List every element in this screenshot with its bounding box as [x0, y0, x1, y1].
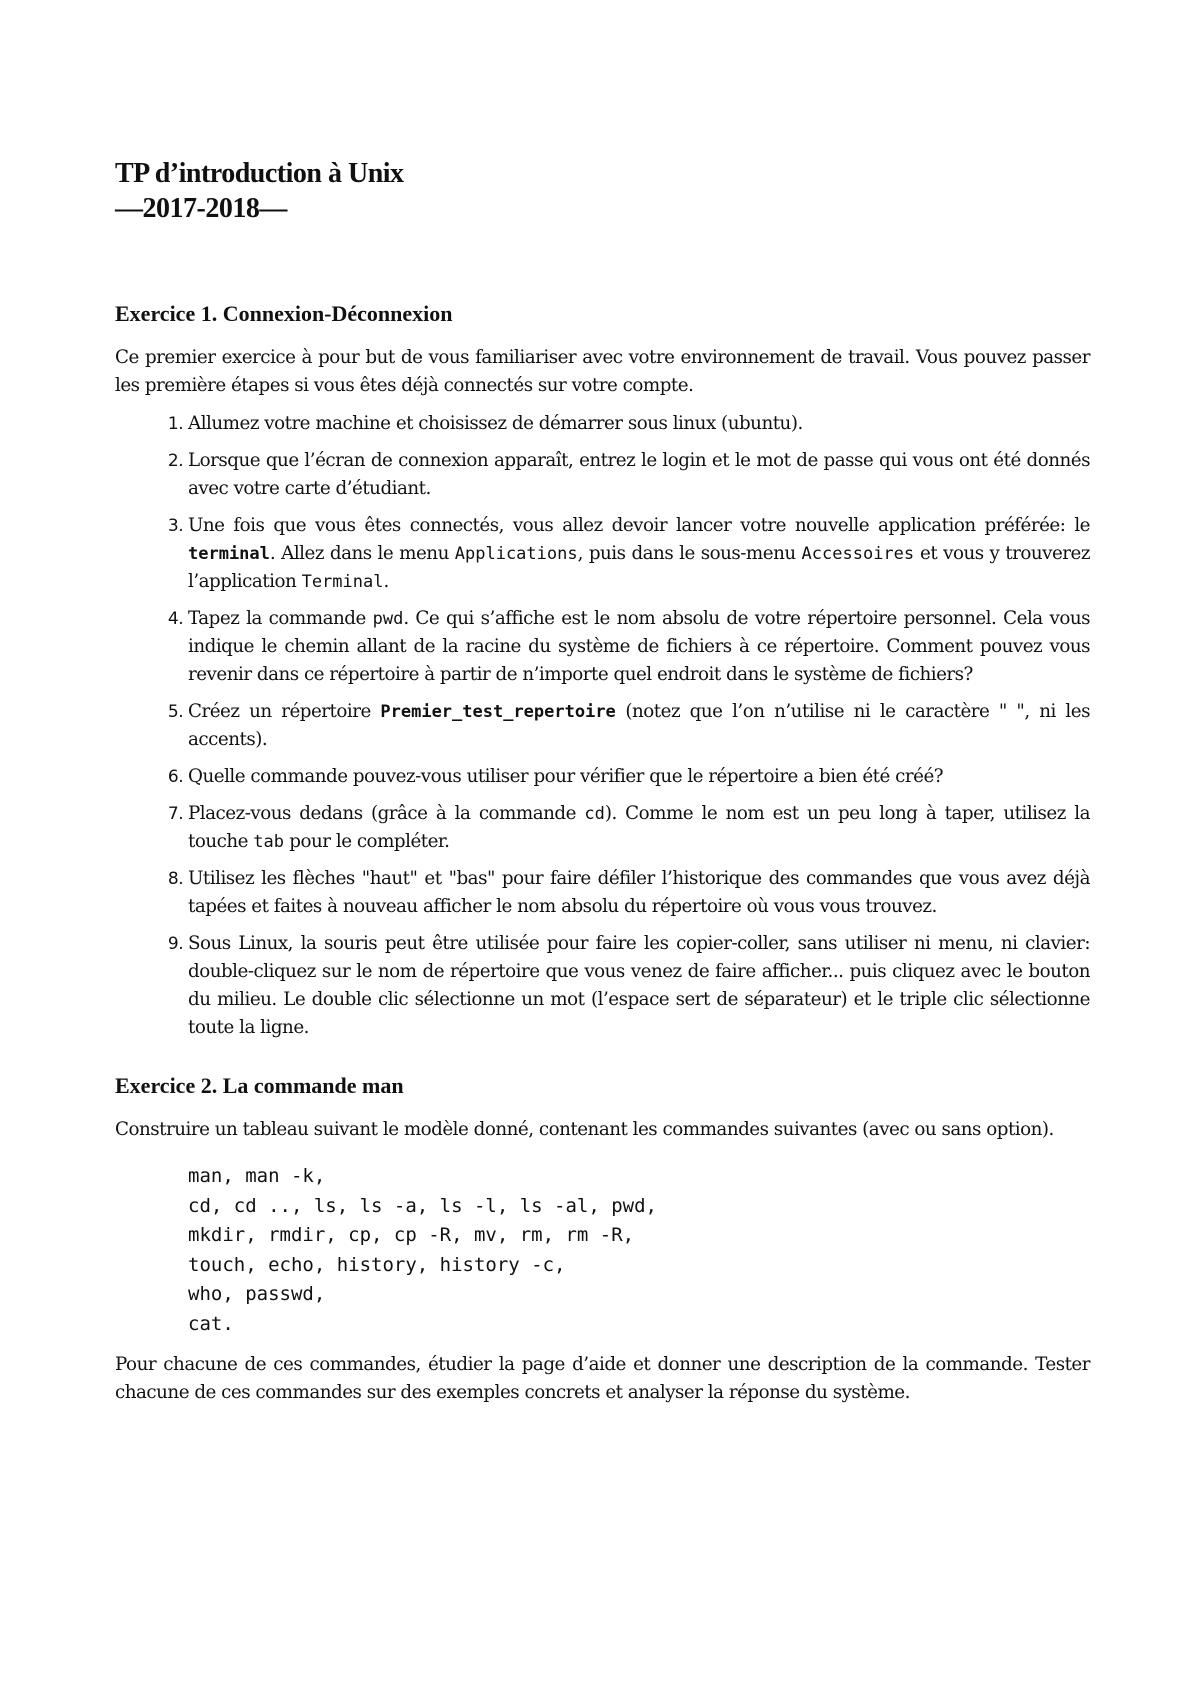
command-line: man, man -k,	[188, 1165, 326, 1187]
command-line: cat.	[188, 1312, 234, 1335]
step-7-text-1: Placez-vous dedans (grâce à la commande	[188, 803, 585, 824]
step-3-text-2: . Allez dans le menu	[269, 543, 455, 564]
step-4-code-pwd: pwd	[372, 609, 404, 629]
exercise-2-outro: Pour chacune de ces commandes, étudier la page d’aide et donner une description de la commande. Tester chacune de ces commandes sur des exemples concrets et analyser la réponse du système.	[115, 1354, 1090, 1403]
document-subtitle: —2017-2018—	[115, 193, 287, 224]
exercise-1-heading: Exercice 1. Connexion-Déconnexion	[115, 301, 453, 326]
command-line: touch, echo, history, history -c,	[188, 1253, 566, 1276]
command-line: cd, cd .., ls, ls -a, ls -l, ls -al, pwd,	[188, 1194, 657, 1217]
exercise-2-heading: Exercice 2. La commande man	[115, 1073, 404, 1098]
step-9: 9. Sous Linux, la souris peut être utilisée pour faire les copier-coller, sans utiliser ni menu, ni clavier: double-cliquez sur le nom de répertoire que vous venez de faire afficher... puis cliquez avec le bouton du milieu. Le double clic sélectionne un mot (l’espace sert de séparateur) et le triple clic sélectionne toute la ligne.	[188, 930, 1090, 1042]
step-7-code-tab: tab	[253, 832, 284, 852]
step-3	[188, 512, 1090, 596]
step-3-code-accessoires: Accessoires	[801, 544, 915, 564]
step-6: 6. Quelle commande pouvez-vous utiliser pour vérifier que le répertoire a bien été créé?	[188, 763, 1090, 791]
step-5-text-2: (notez que l’on n’utilise ni le caractère " ", ni les accents).	[188, 701, 1090, 750]
step-7	[188, 800, 1090, 856]
step-5-code-dirname: Premier_test_repertoire	[380, 702, 616, 722]
exercise-1-steps	[115, 410, 1090, 1042]
title-block	[115, 0, 1090, 226]
exercise-2-section	[115, 1072, 1090, 1407]
command-line: mkdir, rmdir, cp, cp -R, mv, rm, rm -R,	[188, 1224, 635, 1246]
step-3-bold-terminal: terminal	[188, 544, 270, 564]
step-4-text-1: Tapez la commande	[188, 608, 373, 629]
step-7-code-cd: cd	[584, 804, 605, 824]
step-4-text-2: . Ce qui s’affiche est le nom absolu de votre répertoire personnel. Cela vous indique le chemin allant de la racine du système de fichiers à ce répertoire. Comment pouvez vous revenir dans ce répertoire à partir de n’importe quel endroit dans le système de fichiers?	[188, 608, 1090, 685]
exercise-2-intro: Construire un tableau suivant le modèle donné, contenant les commandes suivantes (avec ou sans option).	[115, 1119, 1054, 1140]
step-5	[188, 698, 1090, 754]
command-list	[188, 1162, 1090, 1339]
step-7-text-3: pour le compléter.	[284, 831, 450, 852]
step-3-code-terminal: Terminal	[301, 572, 384, 592]
step-3-text-5: .	[383, 571, 389, 592]
step-4	[188, 605, 1090, 689]
document-title: TP d’introduction à Unix	[115, 158, 404, 189]
step-2: 2. Lorsque que l’écran de connexion apparaît, entrez le login et le mot de passe qui vous ont été donnés avec votre carte d’étudiant.	[188, 447, 1090, 503]
step-3-text-4: et vous y trouverez l’application	[188, 543, 1090, 592]
step-3-code-applications: Applications	[454, 544, 578, 564]
exercise-1-intro: Ce premier exercice à pour but de vous familiariser avec votre environnement de travail. Vous pouvez passer les première étapes si vous êtes déjà connectés sur votre compte.	[115, 347, 1090, 396]
command-line: who, passwd,	[188, 1283, 326, 1305]
step-7-text-2: ). Comme le nom est un peu long à taper, utilisez la touche	[188, 803, 1090, 852]
step-3-text-1: Une fois que vous êtes connectés, vous allez devoir lancer votre nouvelle application préférée: le	[188, 515, 1090, 536]
exercise-1-section	[115, 300, 1090, 1042]
step-3-text-3: , puis dans le sous-menu	[577, 543, 802, 564]
step-8: 8. Utilisez les flèches "haut" et "bas" pour faire défiler l’historique des commandes que vous avez déjà tapées et faites à nouveau afficher le nom absolu du répertoire où vous vous trouvez.	[188, 865, 1090, 921]
step-1: 1. Allumez votre machine et choisissez de démarrer sous linux (ubuntu).	[188, 410, 1090, 438]
step-5-text-1: Créez un répertoire	[188, 701, 381, 722]
